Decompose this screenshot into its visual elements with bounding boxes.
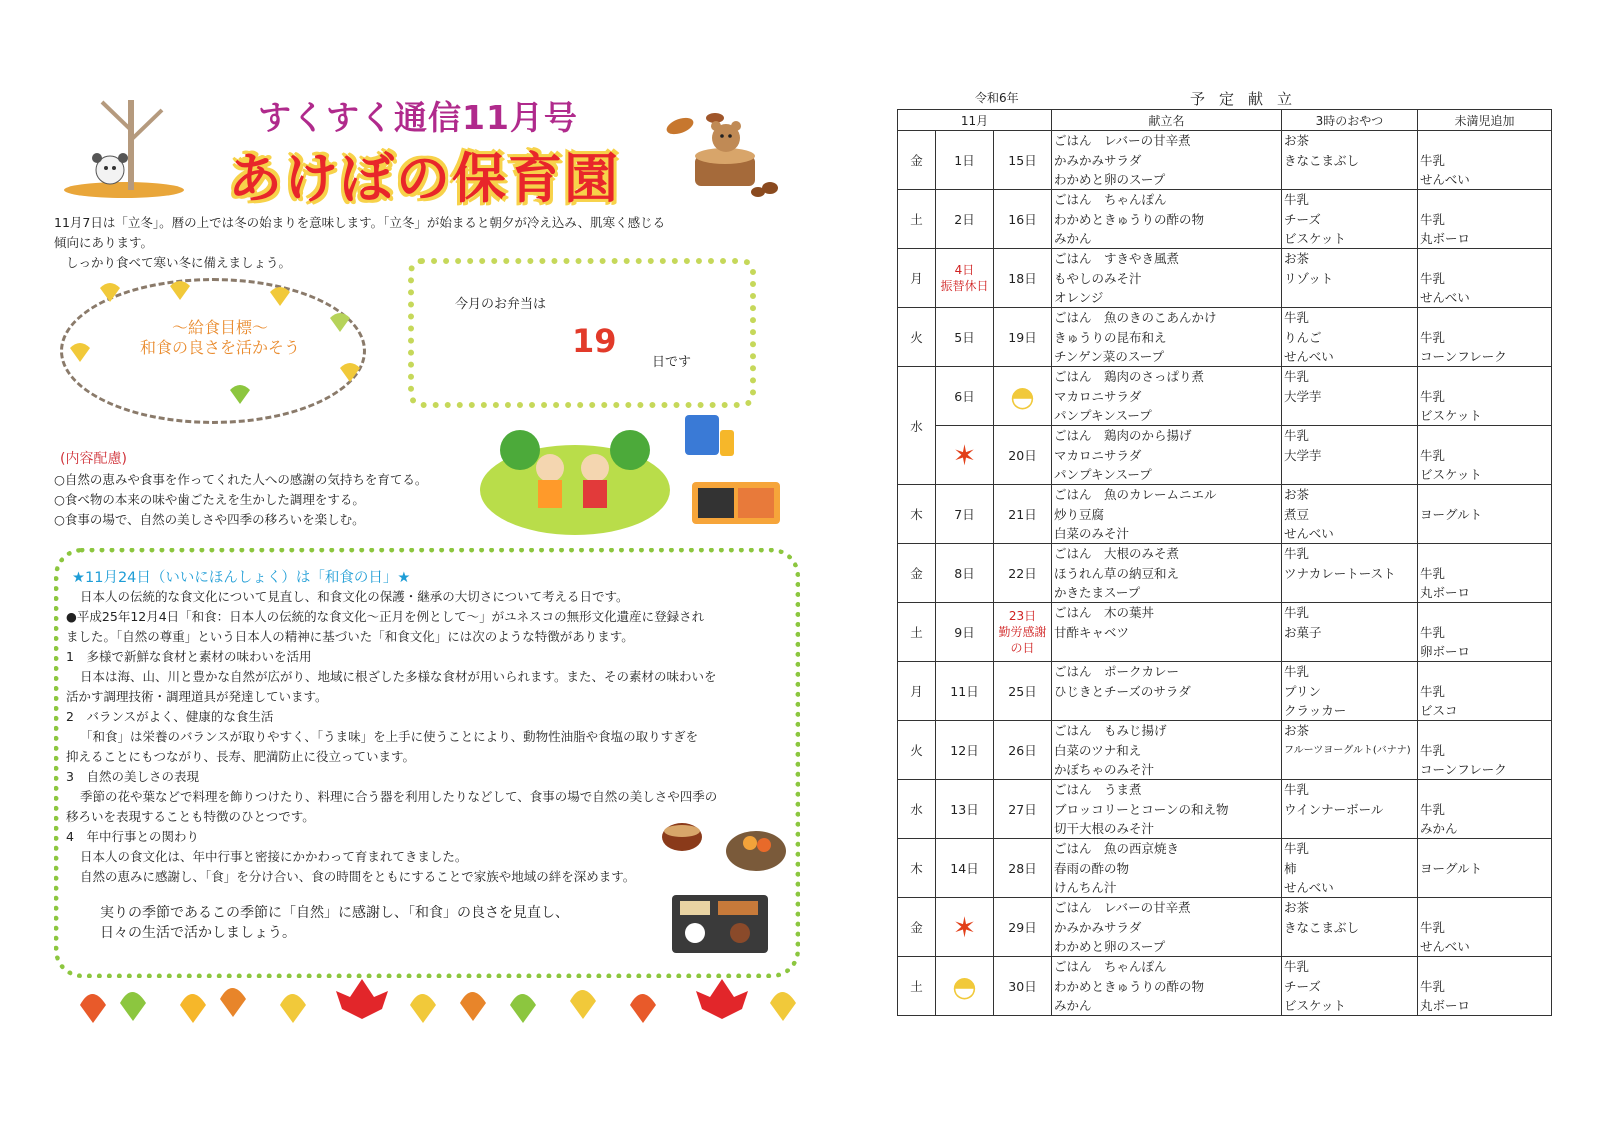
washoku-line: 移ろいを表現することも特徴のひとつです。 (66, 809, 315, 824)
header-dishes: 献立名 (1052, 110, 1282, 131)
menu-snack-item: 牛乳 (1284, 428, 1310, 443)
menu-date-first (936, 249, 994, 308)
autumn-leaves-border (70, 975, 810, 1035)
bear-stump-illustration (640, 108, 790, 203)
menu-snack-item: せんべい (1284, 349, 1334, 364)
menu-dishes-item: 切干大根のみそ汁 (1054, 821, 1155, 836)
menu-weekday: 金 (898, 898, 936, 957)
menu-snack-item: 大学芋 (1284, 447, 1322, 463)
menu-snack-item: お茶 (1284, 487, 1310, 502)
menu-dishes-item: パンプキンスープ (1054, 408, 1152, 423)
menu-infant-item: コーンフレーク (1420, 349, 1507, 364)
menu-infant-item: 牛乳 (1420, 211, 1446, 227)
menu-date-second: 26日 (994, 721, 1052, 780)
menu-infant-item (1420, 603, 1549, 622)
menu-dishes-item: マカロニサラダ (1054, 388, 1142, 404)
header-snack: 3時のおやつ (1282, 110, 1418, 131)
menu-dishes (1052, 780, 1282, 839)
menu-dishes-item: 白菜のツナ和え (1054, 742, 1142, 758)
menu-snack-item (1284, 288, 1415, 307)
menu-snack (1282, 780, 1418, 839)
menu-row (898, 957, 1552, 1016)
menu-date-first (936, 957, 994, 1016)
menu-dishes-item: チンゲン菜のスープ (1054, 349, 1165, 364)
menu-dishes-item: ごはん レバーの甘辛煮 (1054, 133, 1191, 148)
menu-weekday: 月 (898, 662, 936, 721)
menu-infant-item (1420, 662, 1549, 681)
menu-snack-item: せんべい (1284, 880, 1334, 895)
menu-dishes-item: ひじきとチーズのサラダ (1054, 683, 1191, 699)
consideration-item: ○自然の恵みや食事を作ってくれた人への感謝の気持ちを育てる。 (54, 472, 428, 487)
menu-infant (1418, 721, 1552, 780)
menu-infant-item: 牛乳 (1420, 270, 1446, 286)
menu-snack (1282, 839, 1418, 898)
menu-row (898, 544, 1552, 603)
menu-infant-item: みかん (1420, 821, 1458, 836)
menu-snack (1282, 367, 1418, 426)
menu-snack-item: お茶 (1284, 723, 1310, 738)
ginkgo-leaf-icon: ◓ (1010, 379, 1035, 413)
menu-snack-item (1284, 583, 1415, 602)
intro-line: 11月7日は「立冬」。暦の上では冬の始まりを意味します。「立冬」が始まると朝夕が冷え込み、肌寒く感じる (54, 215, 666, 230)
menu-date-second (994, 367, 1052, 426)
menu-dishes-item: ごはん すきやき風煮 (1054, 251, 1180, 266)
bento-days-unit: 日です (652, 355, 692, 370)
menu-dishes-item: みかん (1054, 231, 1092, 246)
washoku-line: 季節の花や葉などで料理を飾りつけたり、料理に合う器を利用したりなどして、食事の場で自然の美しさや四季の (80, 789, 718, 804)
menu-infant-item: 牛乳 (1420, 624, 1446, 640)
menu-snack-item: ウインナーボール (1284, 801, 1384, 817)
menu-infant (1418, 603, 1552, 662)
menu-snack-item: きなこまぶし (1284, 919, 1360, 935)
menu-dishes-item: ごはん もみじ揚げ (1054, 723, 1167, 738)
menu-infant-item: せんべい (1420, 939, 1470, 954)
holiday-note: 振替休日 (940, 279, 989, 293)
menu-era: 令和6年 (975, 91, 1019, 105)
menu-dishes (1052, 662, 1282, 721)
menu-snack-item: お茶 (1284, 133, 1310, 148)
washoku-line: ●平成25年12月4日「和食：日本人の伝統的な食文化～正月を例として～」がユネスコの無形文化遺産に登録され (66, 609, 705, 624)
menu-infant-item (1420, 367, 1549, 386)
menu-snack-item: せんべい (1284, 526, 1334, 541)
menu-row (898, 367, 1552, 426)
menu-snack-item: お菓子 (1284, 624, 1322, 640)
menu-row (898, 898, 1552, 957)
menu-infant-item: ビスケット (1420, 408, 1482, 423)
menu-snack-item: 柿 (1284, 860, 1297, 876)
washoku-line: 日本人の食文化は、年中行事と密接にかかわって育まれてきました。 (80, 849, 468, 864)
maple-leaf-icon: ✶ (952, 438, 977, 472)
menu-date-second: 16日 (994, 190, 1052, 249)
menu-snack-item: フルーツヨーグルト(バナナ) (1284, 744, 1411, 756)
menu-snack-item: りんご (1284, 329, 1322, 345)
menu-infant-item: 牛乳 (1420, 683, 1446, 699)
menu-date-first: 2日 (936, 190, 994, 249)
menu-snack (1282, 721, 1418, 780)
menu-date-first (936, 426, 994, 485)
meal-goal (110, 318, 330, 358)
menu-infant-item (1420, 308, 1549, 327)
menu-date-second: 19日 (994, 308, 1052, 367)
menu-snack-item: 大学芋 (1284, 388, 1322, 404)
menu-date-second: 15日 (994, 131, 1052, 190)
menu-dishes-item: わかめときゅうりの酢の物 (1054, 211, 1205, 227)
menu-dishes-item: きゅうりの昆布和え (1054, 329, 1167, 345)
washoku-day-title: ★11月24日（いいにほんしょく）は「和食の日」★ (72, 570, 411, 586)
menu-dishes (1052, 131, 1282, 190)
menu-infant-item: 牛乳 (1420, 152, 1446, 168)
meal-goal-heading: ～給食目標～ (171, 318, 268, 337)
menu-infant (1418, 308, 1552, 367)
menu-snack-item: 牛乳 (1284, 664, 1310, 679)
menu-snack (1282, 957, 1418, 1016)
menu-dishes-item: ごはん 魚のカレームニエル (1054, 487, 1217, 502)
menu-infant-item (1420, 485, 1549, 504)
menu-dishes-item: わかめと卵のスープ (1054, 939, 1166, 954)
menu-date-second: 29日 (994, 898, 1052, 957)
menu-infant-item (1420, 426, 1549, 445)
washoku-line: 抑えることにもつながり、長寿、肥満防止に役立っています。 (66, 749, 416, 764)
header-month: 11月 (898, 110, 1052, 131)
menu-snack-item: 牛乳 (1284, 841, 1310, 856)
menu-row (898, 603, 1552, 662)
menu-dishes-item: ブロッコリーとコーンの和え物 (1054, 801, 1229, 817)
menu-infant (1418, 249, 1552, 308)
menu-dishes-item: かみかみサラダ (1054, 152, 1142, 168)
menu-dishes-item: ごはん レバーの甘辛煮 (1054, 900, 1191, 915)
menu-date-first: 7日 (936, 485, 994, 544)
ginkgo-leaf-icon: ◓ (952, 969, 977, 1003)
menu-infant-item: せんべい (1420, 290, 1470, 305)
menu-dishes (1052, 426, 1282, 485)
menu-dishes-item: 甘酢キャベツ (1054, 624, 1130, 640)
menu-dishes-item: わかめと卵のスープ (1054, 172, 1166, 187)
menu-infant (1418, 780, 1552, 839)
menu-snack (1282, 190, 1418, 249)
menu-date-second (994, 603, 1052, 662)
menu-date-first: 6日 (936, 367, 994, 426)
menu-date-first: 5日 (936, 308, 994, 367)
menu-snack-item: クラッカー (1284, 703, 1347, 718)
menu-snack-item: チーズ (1284, 211, 1321, 227)
menu-dishes-item: ほうれん草の納豆和え (1054, 565, 1180, 581)
menu-date-first: 1日 (936, 131, 994, 190)
menu-infant-item (1420, 898, 1549, 917)
menu-snack-item (1284, 760, 1415, 779)
menu-infant-item: 牛乳 (1420, 565, 1446, 581)
menu-infant-item: ヨーグルト (1420, 506, 1483, 522)
menu-snack-item (1284, 406, 1415, 425)
consideration-item: ○食べ物の本来の味や歯ごたえを生かした調理をする。 (54, 492, 365, 507)
menu-dishes (1052, 544, 1282, 603)
menu-dishes-item: ごはん 木の葉丼 (1054, 605, 1155, 620)
menu-date-first: 8日 (936, 544, 994, 603)
menu-weekday: 土 (898, 190, 936, 249)
maple-leaf-icon: ✶ (952, 910, 977, 944)
menu-snack (1282, 426, 1418, 485)
menu-date-first (936, 898, 994, 957)
menu-infant-item (1420, 957, 1549, 976)
menu-date-second: 18日 (994, 249, 1052, 308)
closing-line: 日々の生活で活かしましょう。 (100, 925, 296, 941)
washoku-point-heading: 2 バランスがよく、健康的な食生活 (66, 709, 274, 724)
menu-infant-item: 牛乳 (1420, 978, 1446, 994)
menu-snack-item: 牛乳 (1284, 192, 1310, 207)
newsletter-title: あけぼの保育園 (228, 147, 620, 210)
menu-snack (1282, 485, 1418, 544)
menu-snack-item: 牛乳 (1284, 605, 1310, 620)
menu-dishes-item: かきたまスープ (1054, 585, 1141, 600)
consideration-item: ○食事の場で、自然の美しさや四季の移ろいを楽しむ。 (54, 512, 365, 527)
menu-infant-item (1420, 839, 1549, 858)
menu-dishes-item: 炒り豆腐 (1054, 506, 1105, 522)
bento-days-label: 今月のお弁当は (455, 297, 547, 312)
menu-date-first: 12日 (936, 721, 994, 780)
menu-infant-item (1420, 878, 1549, 897)
menu-date-second: 25日 (994, 662, 1052, 721)
newsletter-subtitle: すくすく通信11月号 (258, 98, 578, 137)
menu-snack-item (1284, 170, 1415, 189)
menu-infant (1418, 839, 1552, 898)
menu-snack-item: きなこまぶし (1284, 152, 1360, 168)
menu-date-second: 30日 (994, 957, 1052, 1016)
menu-dishes (1052, 957, 1282, 1016)
menu-weekday: 月 (898, 249, 936, 308)
menu-infant-item: せんべい (1420, 172, 1470, 187)
washoku-point-heading: 4 年中行事との関わり (66, 829, 199, 844)
menu-date-second: 28日 (994, 839, 1052, 898)
menu-snack-item: お茶 (1284, 251, 1310, 266)
menu-infant-item (1420, 524, 1549, 543)
washoku-meal-illustration (660, 815, 790, 955)
menu-weekday: 水 (898, 367, 936, 485)
menu-infant-item: コーンフレーク (1420, 762, 1507, 777)
menu-weekday: 水 (898, 780, 936, 839)
menu-dishes-item: ごはん うま煮 (1054, 782, 1142, 797)
menu-infant (1418, 485, 1552, 544)
menu-snack-item: ツナカレートースト (1284, 565, 1396, 581)
menu-snack (1282, 898, 1418, 957)
menu-snack-item: プリン (1284, 683, 1322, 699)
menu-row (898, 485, 1552, 544)
menu-date-first: 11日 (936, 662, 994, 721)
menu-infant-item: 牛乳 (1420, 801, 1446, 817)
menu-dishes-item: ごはん 魚の西京焼き (1054, 841, 1180, 856)
menu-infant-item: 牛乳 (1420, 329, 1446, 345)
menu-weekday: 土 (898, 957, 936, 1016)
menu-snack-item: 煮豆 (1284, 506, 1310, 522)
menu-snack-item (1284, 819, 1415, 838)
menu-dishes-item: みかん (1054, 998, 1092, 1013)
menu-date-second: 20日 (994, 426, 1052, 485)
menu-row (898, 308, 1552, 367)
intro-line: しっかり食べて寒い冬に備えましょう。 (66, 255, 292, 270)
menu-date-second: 22日 (994, 544, 1052, 603)
menu-dishes-item: 白菜のみそ汁 (1054, 526, 1130, 541)
menu-snack-item (1284, 642, 1415, 661)
menu-infant-item: 牛乳 (1420, 388, 1446, 404)
menu-infant (1418, 190, 1552, 249)
meal-goal-text: 和食の良さを活かそう (139, 338, 300, 357)
menu-infant-item: 牛乳 (1420, 742, 1446, 758)
holiday-note: 勤労感謝の日 (998, 625, 1047, 655)
washoku-line: 活かす調理技術・調理道具が発達しています。 (66, 689, 328, 704)
menu-infant (1418, 544, 1552, 603)
menu-infant (1418, 898, 1552, 957)
menu-weekday: 木 (898, 839, 936, 898)
menu-weekday: 火 (898, 721, 936, 780)
menu-snack-item: 牛乳 (1284, 959, 1310, 974)
menu-dishes-item: かぼちゃのみそ汁 (1054, 762, 1155, 777)
menu-weekday: 金 (898, 131, 936, 190)
menu-infant-item (1420, 131, 1549, 150)
picnic-kids-illustration (480, 410, 790, 540)
menu-date-first: 9日 (936, 603, 994, 662)
intro-line: 傾向にあります。 (54, 235, 154, 250)
menu-dishes-item: ごはん 大根のみそ煮 (1054, 546, 1180, 561)
menu-infant-item: ヨーグルト (1420, 860, 1483, 876)
washoku-line: 自然の恵みに感謝し、「食」を分け合い、食の時間をともにすることで家族や地域の絆を深めます。 (80, 869, 636, 884)
washoku-line: 日本は海、山、川と豊かな自然が広がり、地域に根ざした多様な食材が用いられます。また、その素材の味わいを (80, 669, 717, 684)
menu-date-first: 13日 (936, 780, 994, 839)
menu-snack-item (1284, 465, 1415, 484)
menu-infant (1418, 426, 1552, 485)
menu-snack-item: リゾット (1284, 270, 1334, 286)
menu-dishes-item: ごはん ポークカレー (1054, 664, 1180, 679)
menu-snack-item: ビスケット (1284, 231, 1346, 246)
menu-weekday: 金 (898, 544, 936, 603)
bento-days-count: 19 (572, 322, 617, 360)
washoku-line: 「和食」は栄養のバランスが取りやすく、「うま味」を上手に使うことにより、動物性油脂や食塩の取りすぎを (80, 729, 699, 744)
menu-snack (1282, 544, 1418, 603)
menu-dishes-item: ごはん 魚のきのこあんかけ (1054, 310, 1217, 325)
menu-snack-item (1284, 937, 1415, 956)
menu-infant (1418, 662, 1552, 721)
menu-date-second: 21日 (994, 485, 1052, 544)
menu-dishes (1052, 485, 1282, 544)
closing-line: 実りの季節であるこの季節に「自然」に感謝し、「和食」の良さを見直し、 (100, 905, 569, 921)
menu-infant-item (1420, 721, 1549, 740)
washoku-line: 日本人の伝統的な食文化について見直し、和食文化の保護・継承の大切さについて考える日です。 (80, 589, 629, 604)
menu-dishes-item: ごはん 鶏肉のさっぱり煮 (1054, 369, 1205, 384)
menu-dishes-item: オレンジ (1054, 290, 1104, 305)
menu-dishes (1052, 249, 1282, 308)
menu-dishes-item: ごはん ちゃんぽん (1054, 959, 1167, 974)
menu-row (898, 131, 1552, 190)
menu-weekday: 火 (898, 308, 936, 367)
menu-dishes (1052, 367, 1282, 426)
menu-dishes (1052, 721, 1282, 780)
washoku-point-heading: 3 自然の美しさの表現 (66, 769, 199, 784)
menu-snack-item: チーズ (1284, 978, 1321, 994)
autumn-tree-illustration (62, 90, 192, 200)
menu-snack-item: 牛乳 (1284, 782, 1310, 797)
menu-infant (1418, 367, 1552, 426)
menu-snack-item: 牛乳 (1284, 310, 1310, 325)
menu-infant-item (1420, 249, 1549, 268)
menu-dishes-item: かみかみサラダ (1054, 919, 1142, 935)
menu-dishes (1052, 190, 1282, 249)
menu-dishes-item: わかめときゅうりの酢の物 (1054, 978, 1205, 994)
menu-row (898, 249, 1552, 308)
menu-date: 4日 (954, 263, 975, 277)
menu-snack-item: 牛乳 (1284, 369, 1310, 384)
menu-date-second: 27日 (994, 780, 1052, 839)
menu-snack (1282, 662, 1418, 721)
menu-row (898, 721, 1552, 780)
menu-date-first: 14日 (936, 839, 994, 898)
menu-dishes-item: けんちん汁 (1054, 880, 1117, 895)
menu-dishes-item: ごはん 鶏肉のから揚げ (1054, 428, 1192, 443)
menu-row (898, 662, 1552, 721)
menu-header-row (898, 110, 1552, 131)
menu-infant-item: 卵ボーロ (1420, 644, 1471, 659)
menu-infant (1418, 957, 1552, 1016)
menu-row (898, 426, 1552, 485)
menu-row (898, 190, 1552, 249)
menu-row (898, 839, 1552, 898)
menu-snack-item: お茶 (1284, 900, 1310, 915)
menu-infant-item: 牛乳 (1420, 919, 1446, 935)
washoku-line: ました。「自然の尊重」という日本人の精神に基づいた「和食文化」には次のような特徴があります。 (66, 629, 634, 644)
menu-infant-item: 牛乳 (1420, 447, 1446, 463)
consideration-title: (内容配慮) (60, 451, 127, 467)
menu-infant-item: ビスコ (1420, 703, 1458, 718)
menu-date: 23日 (1008, 609, 1037, 623)
menu-snack (1282, 249, 1418, 308)
menu-snack-item: ビスケット (1284, 998, 1346, 1013)
menu-dishes-item (1054, 642, 1279, 661)
menu-dishes-item: 春雨の酢の物 (1054, 860, 1130, 876)
menu-dishes (1052, 898, 1282, 957)
menu-snack-item: 牛乳 (1284, 546, 1310, 561)
menu-infant-item: 丸ボーロ (1420, 585, 1471, 600)
menu-dishes-item: マカロニサラダ (1054, 447, 1142, 463)
menu-weekday: 土 (898, 603, 936, 662)
menu-infant (1418, 131, 1552, 190)
menu-infant-item: ビスケット (1420, 467, 1482, 482)
menu-snack (1282, 603, 1418, 662)
menu-dishes-item (1054, 701, 1279, 720)
header-infant: 未満児追加 (1418, 110, 1552, 131)
washoku-point-heading: 1 多様で新鮮な食材と素材の味わいを活用 (66, 649, 312, 664)
menu-infant-item (1420, 190, 1549, 209)
menu-row (898, 780, 1552, 839)
menu-heading: 予定献立 (1190, 90, 1307, 108)
menu-infant-item (1420, 780, 1549, 799)
menu-weekday: 木 (898, 485, 936, 544)
menu-table (897, 109, 1552, 1016)
menu-infant-item: 丸ボーロ (1420, 231, 1471, 246)
menu-dishes (1052, 603, 1282, 662)
menu-infant-item (1420, 544, 1549, 563)
menu-snack (1282, 308, 1418, 367)
menu-infant-item: 丸ボーロ (1420, 998, 1471, 1013)
menu-dishes-item: ごはん ちゃんぽん (1054, 192, 1167, 207)
menu-snack (1282, 131, 1418, 190)
menu-dishes (1052, 308, 1282, 367)
menu-dishes-item: もやしのみそ汁 (1054, 270, 1142, 286)
menu-dishes-item: パンプキンスープ (1054, 467, 1152, 482)
menu-dishes (1052, 839, 1282, 898)
